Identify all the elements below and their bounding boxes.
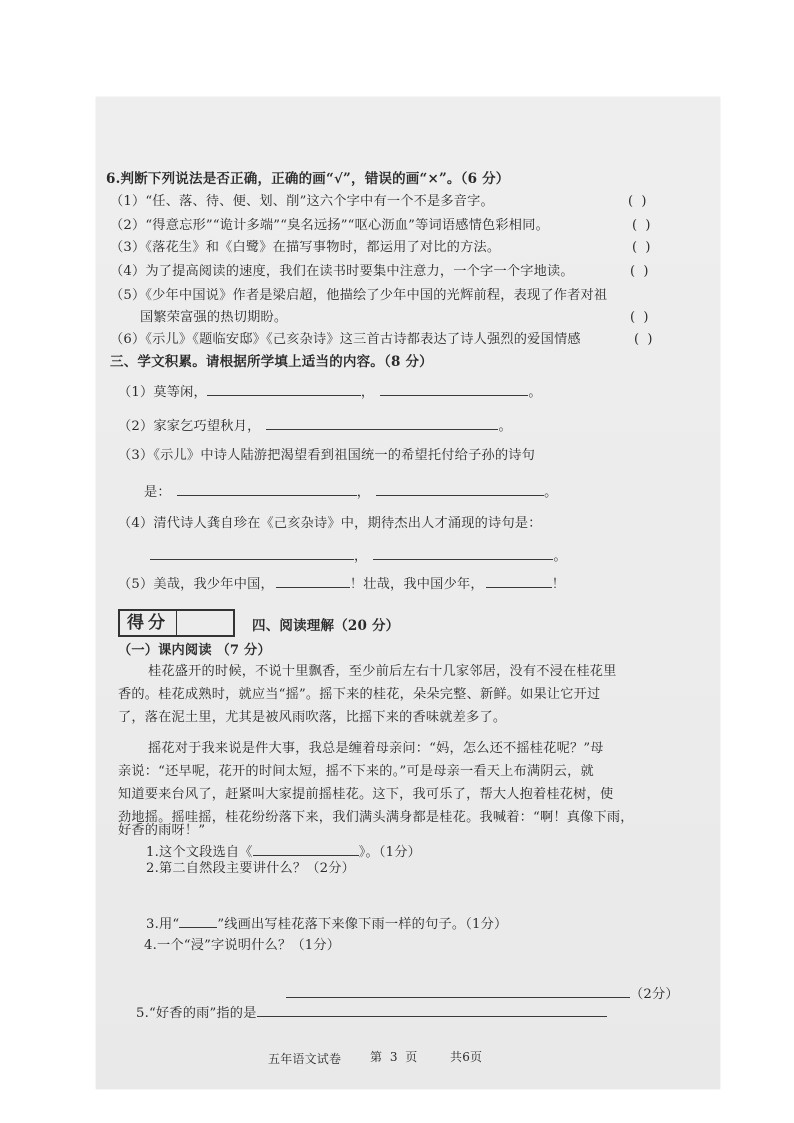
sec3-item-4-answer bbox=[150, 546, 567, 565]
passage-line-7: 劲地摇。摇哇摇，桂花纷纷落下来，我们满头满身都是桂花。我喊着：“啊！真像下雨， bbox=[118, 810, 634, 825]
blank-2[interactable] bbox=[266, 416, 498, 430]
blank-3b[interactable] bbox=[376, 482, 544, 496]
comma-4: ， bbox=[354, 549, 368, 564]
reading-q5 bbox=[136, 1003, 607, 1022]
reading-q5-text: 5.“好香的雨”指的是 bbox=[136, 1006, 257, 1021]
section4-heading: 四、阅读理解（20 分） bbox=[252, 618, 400, 634]
period-4: 。 bbox=[553, 549, 567, 564]
reading-subheading: （一）课内阅读 （7 分） bbox=[118, 643, 271, 658]
section3-heading: 三、学文积累。请根据所学填上适当的内容。（8 分） bbox=[110, 354, 433, 370]
period-2: 。 bbox=[498, 419, 512, 434]
q6-item-2: （2）“得意忘形”“诡计多端”“臭名远扬”“呕心沥血”等词语感情色彩相同。 bbox=[110, 218, 549, 233]
blank-5b[interactable] bbox=[486, 574, 552, 588]
blank-1b[interactable] bbox=[380, 382, 528, 396]
passage-line-3: 了，落在泥土里，尤其是被风雨吹落，比摇下来的香味就差多了。 bbox=[118, 710, 507, 725]
reading-q4: 4.一个“浸”字说明什么？（1分） bbox=[144, 938, 341, 953]
passage-line-4: 摇花对于我来说是件大事，我总是缠着母亲问：“妈，怎么还不摇桂花呢？”母 bbox=[148, 741, 604, 756]
answer-bracket-5[interactable]: ( ) bbox=[630, 310, 649, 325]
passage-line-1: 桂花盛开的时候，不说十里飘香，至少前后左右十几家邻居，没有不浸在桂花里 bbox=[148, 664, 617, 679]
reading-q1-end: 》。（1分） bbox=[358, 845, 422, 860]
reading-q1-text: 1.这个文段选自《 bbox=[146, 845, 253, 860]
answer-bracket-1[interactable]: ( ) bbox=[628, 194, 647, 209]
period-1: 。 bbox=[528, 385, 542, 400]
blank-q5-top[interactable] bbox=[286, 984, 630, 998]
blank-4a[interactable] bbox=[150, 546, 354, 560]
answer-bracket-6[interactable]: ( ) bbox=[634, 332, 653, 347]
sec3-item-1 bbox=[118, 382, 542, 401]
comma-1: ， bbox=[360, 385, 375, 400]
q6-item-5: （5）《少年中国说》作者是梁启超，他描绘了少年中国的光辉前程，表现了作者对祖 bbox=[110, 288, 608, 303]
reading-q3-end: ”线画出写桂花落下来像下雨一样的句子。（1分） bbox=[217, 917, 508, 932]
footer-subject: 五年语文试卷 bbox=[268, 1052, 342, 1066]
passage-line-5: 亲说：“还早呢，花开的时间太短，摇不下来的。”可是母亲一看天上布满阴云，就 bbox=[118, 764, 594, 779]
blank-3a[interactable] bbox=[177, 482, 357, 496]
sec3-item-3: （3）《示儿》中诗人陆游把渴望看到祖国统一的希望托付给子孙的诗句 bbox=[118, 448, 535, 463]
blank-1a[interactable] bbox=[207, 382, 361, 396]
reading-q3-start: 3.用“ bbox=[146, 917, 180, 932]
footer-total: 共6页 bbox=[450, 1050, 483, 1064]
score-field[interactable] bbox=[177, 611, 233, 635]
passage-line-6: 知道要来台风了，赶紧叫大家提前摇桂花。这下，我可乐了，帮大人抱着桂花树，使 bbox=[118, 787, 614, 802]
q6-item-4: （4）为了提高阅读的速度，我们在读书时要集中注意力，一个字一个字地读。 bbox=[110, 264, 574, 279]
sec3-item-2 bbox=[118, 416, 512, 435]
q6-heading: 6.判断下列说法是否正确，正确的画“√”，错误的画“×”。（6 分） bbox=[106, 171, 510, 187]
blank-source[interactable] bbox=[253, 842, 359, 856]
q6-item-1: （1）“任、落、待、便、划、削”这六个字中有一个不是多音字。 bbox=[110, 194, 494, 209]
sec3-item-2-text: （2）家家乞巧望秋月， bbox=[118, 419, 261, 434]
answer-bracket-3[interactable]: ( ) bbox=[632, 240, 651, 255]
sec3-item-5b: ！壮哉，我中国少年， bbox=[349, 577, 484, 592]
sec3-item-3-shi: 是： bbox=[144, 485, 171, 500]
answer-bracket-4[interactable]: ( ) bbox=[630, 264, 649, 279]
period-3: 。 bbox=[544, 485, 558, 500]
line-sample bbox=[179, 914, 217, 928]
passage-line-8: 好香的雨呀！” bbox=[118, 823, 206, 838]
footer-page: 第 3 页 bbox=[370, 1050, 420, 1064]
reading-q1 bbox=[146, 842, 421, 861]
answer-bracket-2[interactable]: ( ) bbox=[632, 218, 651, 233]
excl-5: ！ bbox=[551, 577, 566, 592]
reading-q2: 2.第二自然段主要讲什么？（2分） bbox=[146, 861, 355, 876]
q6-item-3: （3）《落花生》和《白鹭》在描写事物时，都运用了对比的方法。 bbox=[110, 240, 501, 255]
reading-q3 bbox=[146, 914, 507, 933]
reading-q5-points: （2分） bbox=[630, 987, 679, 1002]
blank-5a[interactable] bbox=[276, 574, 350, 588]
q6-item-6: （6）《示儿》《题临安邸》《己亥杂诗》这三首古诗都表达了诗人强烈的爱国情感 bbox=[110, 332, 581, 347]
reading-q5-line bbox=[286, 984, 679, 1003]
blank-4b[interactable] bbox=[373, 546, 553, 560]
q6-item-5-cont: 国繁荣富强的热切期盼。 bbox=[140, 310, 288, 325]
sec3-item-5a: （5）美哉，我少年中国， bbox=[118, 577, 274, 592]
score-box bbox=[118, 609, 235, 637]
passage-line-2: 香的。桂花成熟时，就应当“摇”。摇下来的桂花，朵朵完整、新鲜。如果让它开过 bbox=[118, 687, 601, 702]
sec3-item-5 bbox=[118, 574, 565, 593]
blank-q5[interactable] bbox=[257, 1003, 607, 1017]
sec3-item-4: （4）清代诗人龚自珍在《己亥杂诗》中，期待杰出人才涌现的诗句是： bbox=[118, 516, 542, 531]
sec3-item-1-text: （1）莫等闲， bbox=[118, 385, 207, 400]
sec3-item-3-answer bbox=[144, 482, 558, 501]
score-label: 得分 bbox=[120, 611, 177, 635]
comma-3: ， bbox=[356, 485, 371, 500]
